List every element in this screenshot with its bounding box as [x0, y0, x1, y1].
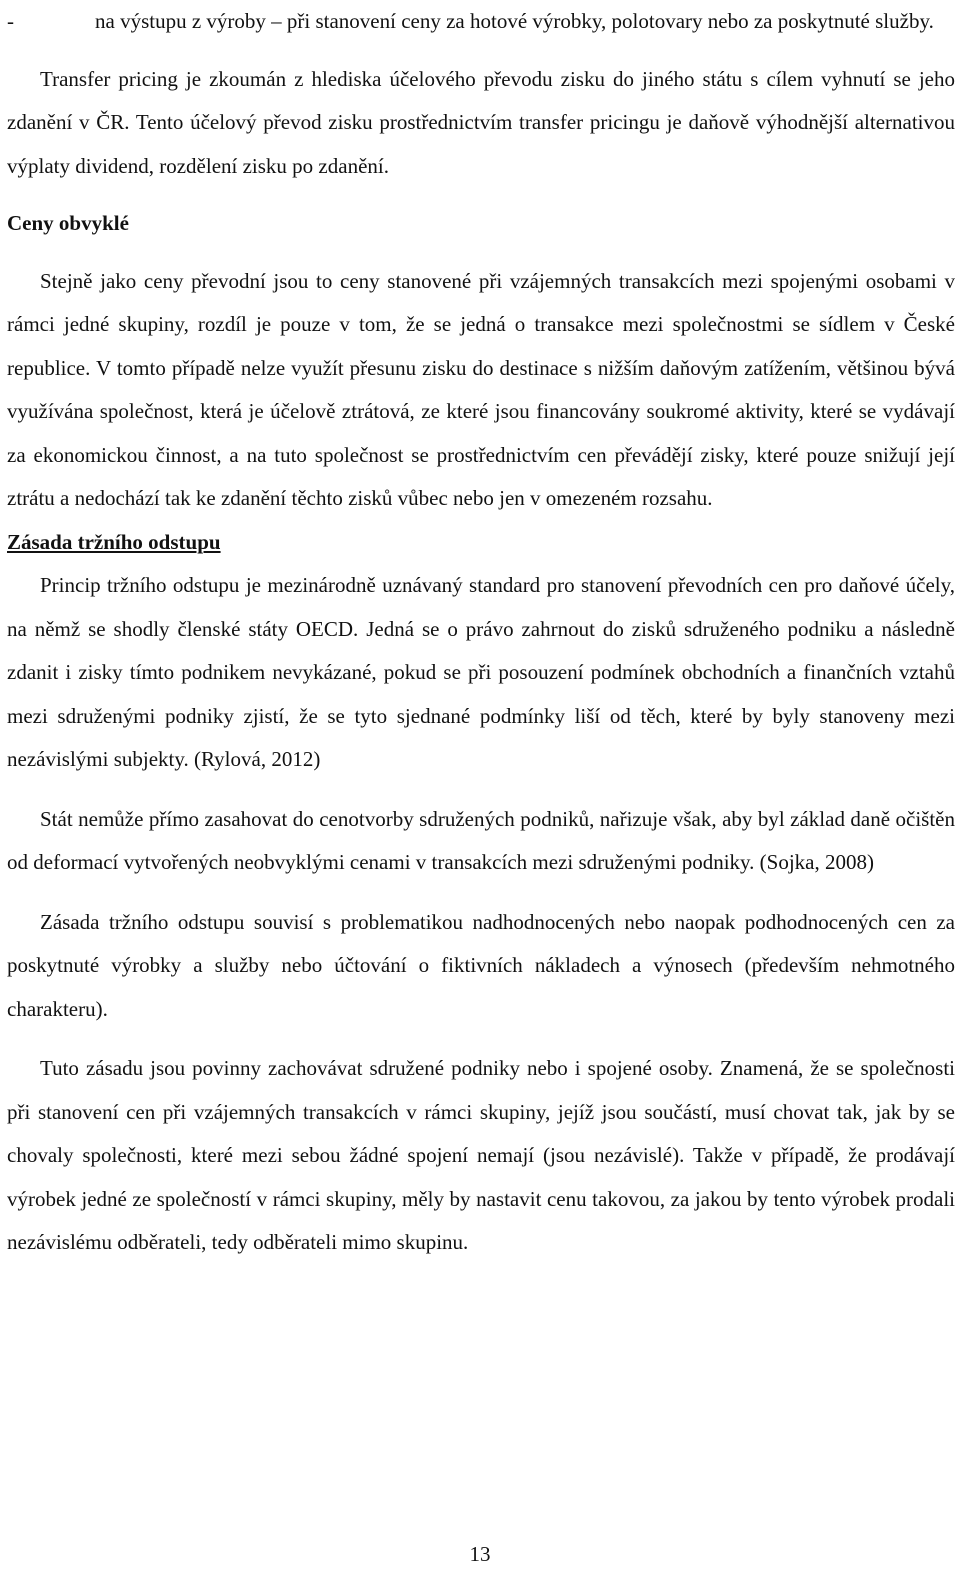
heading-ceny-obvykle: Ceny obvyklé: [7, 211, 129, 235]
bullet-text: na výstupu z výroby – při stanovení ceny za hotové výrobky, polotovary nebo za poskytnuté služby.: [95, 9, 934, 33]
page-number: 13: [469, 1542, 491, 1566]
paragraph-stat: Stát nemůže přímo zasahovat do cenotvorby sdružených podniků, nařizuje však, aby byl základ daně očištěn od deformací vytvořených neobvyklými cenami v transakcích mezi sdruženými podniky. (Sojka, 2008): [7, 806, 955, 874]
paragraph-povinny: Tuto zásadu jsou povinny zachovávat sdružené podniky nebo i spojené osoby. Znamená, že se společnosti při stanovení cen při vzájemných transakcích v rámci skupiny, jejíž jsou součástí, musí chovat tak, jak by se chovaly společnosti, které mezi sebou žádné spojení nemají (jsou nezávislé). Takže v případě, že prodávají výrobek jedné ze společností v rámci skupiny, měly by nastavit cenu takovou, za jakou by tento výrobek prodali nezávislému odběrateli, tedy odběrateli mimo skupinu.: [7, 1056, 955, 1254]
bullet-item: [7, 0, 955, 44]
bullet-marker: -: [7, 9, 14, 33]
paragraph-ceny-obvykle: Stejně jako ceny převodní jsou to ceny stanovené při vzájemných transakcích mezi spojenými osobami v rámci jedné skupiny, rozdíl je pouze v tom, že se jedná o transakce mezi společnostmi se sídlem v České republice. V tomto případě nelze využít přesunu zisku do destinace s nižším daňovým zatížením, většinou bývá využívána společnost, která je účelově ztrátová, ze které jsou financovány soukromé aktivity, které se vydávají za ekonomickou činnost, a na tuto společnost se prostřednictvím cen převádějí zisky, které pouze snižují její ztrátu a nedochází tak ke zdanění těchto zisků vůbec nebo jen v omezeném rozsahu.: [7, 268, 955, 510]
paragraph-zasada-trzniho-odstupu: Princip tržního odstupu je mezinárodně uznávaný standard pro stanovení převodních cen pro daňové účely, na němž se shodly členské státy OECD. Jedná se o právo zahrnout do zisků sdruženého podniku a následně zdanit i zisky tímto podnikem nevykázané, pokud se při posouzení podmínek obchodních a finančních vztahů mezi sdruženými podniky zjistí, že se tyto sjednané podmínky liší od těch, které by byly stanoveny mezi nezávislými subjekty. (Rylová, 2012): [7, 573, 955, 771]
paragraph-transfer-pricing: Transfer pricing je zkoumán z hlediska účelového převodu zisku do jiného státu s cílem vyhnutí se jeho zdanění v ČR. Tento účelový převod zisku prostřednictvím transfer pricingu je daňově výhodnější alternativou výplaty dividend, rozdělení zisku po zdanění.: [7, 66, 955, 178]
heading-zasada-trzniho-odstupu: Zásada tržního odstupu: [7, 529, 221, 554]
paragraph-souvisi: Zásada tržního odstupu souvisí s problematikou nadhodnocených nebo naopak podhodnocených cen za poskytnuté výrobky a služby nebo účtování o fiktivních nákladech a výnosech (především nehmotného charakteru).: [7, 909, 955, 1021]
document-page: [7, 0, 955, 1265]
